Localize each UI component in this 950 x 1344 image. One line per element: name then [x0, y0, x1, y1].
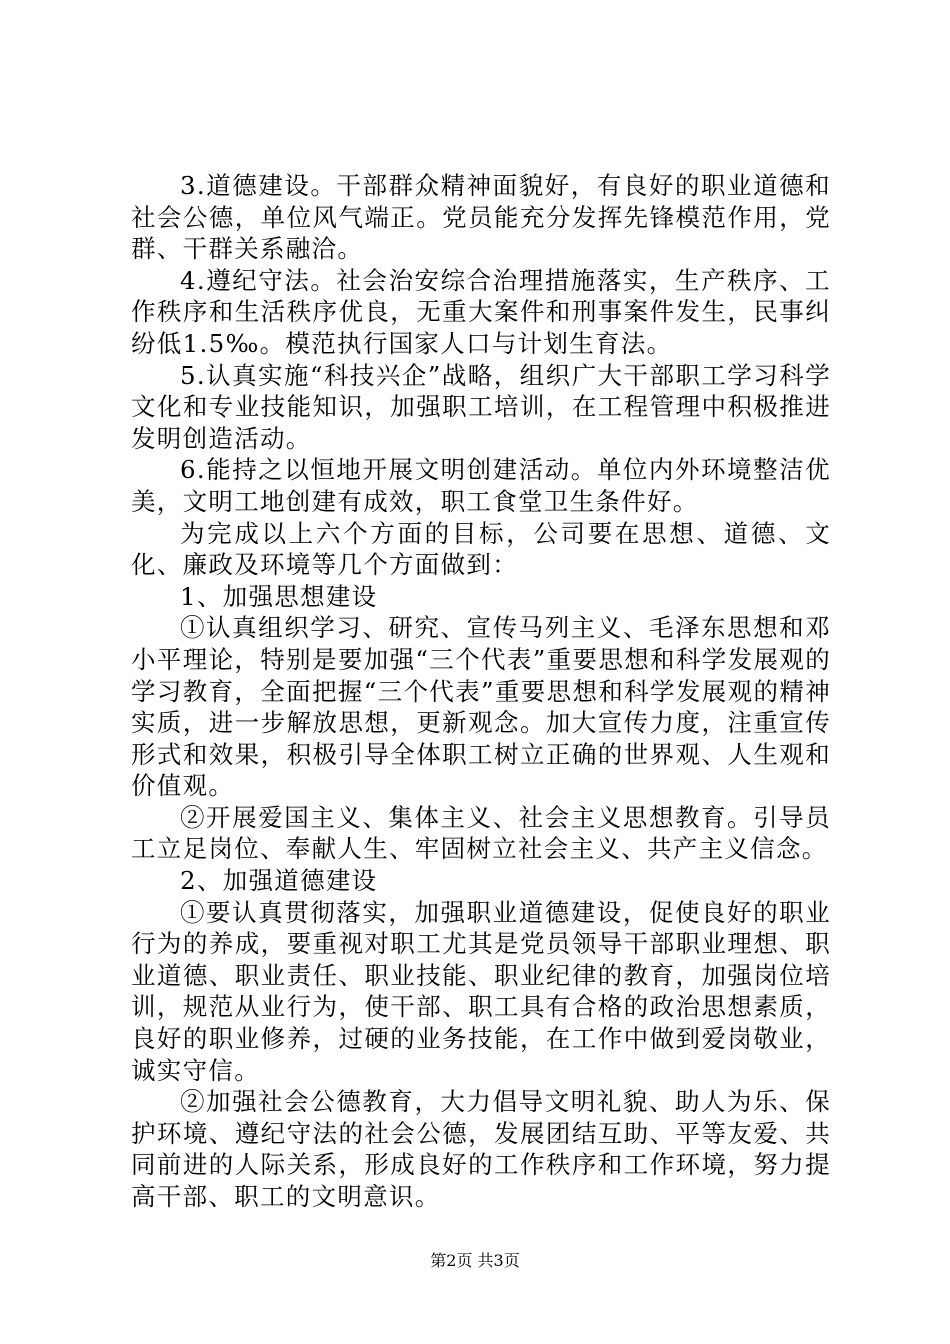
section-heading-morality: 2、加强道德建设: [180, 866, 378, 896]
paragraph-technology-strategy: 5.认真实施“科技兴企”战略，组织广大干部职工学习科学文化和专业技能知识，加强职工培训，在工程管理中积极推进发明创造活动。: [131, 360, 831, 453]
paragraph-law-abiding: 4.遵纪守法。社会治安综合治理措施落实，生产秩序、工作秩序和生活秩序优良，无重大案件和刑事案件发生，民事纠纷低1.5‰。模范执行国家人口与计划生育法。: [131, 265, 831, 358]
paragraph-civilization-activities: 6.能持之以恒地开展文明创建活动。单位内外环境整洁优美，文明工地创建有成效，职工食堂卫生条件好。: [131, 455, 831, 516]
paragraph-goals-intro: 为完成以上六个方面的目标，公司要在思想、道德、文化、廉政及环境等几个方面做到：: [131, 518, 831, 580]
document-body: [131, 170, 831, 1213]
paragraph-ideology-item-1: ①认真组织学习、研究、宣传马列主义、毛泽东思想和邓小平理论，特别是要加强“三个代表”重要思想和科学发展观的学习教育，全面把握“三个代表”重要思想和科学发展观的精神实质，进一步解放思想，更新观念。加大宣传力度，注重宣传形式和效果，积极引导全体职工树立正确的世界观、人生观和价值观。: [131, 613, 831, 801]
paragraph-morality-item-1: ①要认真贯彻落实，加强职业道德建设，促使良好的职业行为的养成，要重视对职工尤其是党员领导干部职业理想、职业道德、职业责任、职业技能、职业纪律的教育，加强岗位培训，规范从业行为，使干部、职工具有合格的政治思想素质，良好的职业修养，过硬的业务技能，在工作中做到爱岗敬业，诚实守信。: [131, 897, 831, 1085]
section-heading-ideology: 1、加强思想建设: [180, 581, 378, 611]
paragraph-morality-item-2: ②加强社会公德教育，大力倡导文明礼貌、助人为乐、保护环境、遵纪守法的社会公德，发展团结互助、平等友爱、共同前进的人际关系，形成良好的工作秩序和工作环境，努力提高干部、职工的文明意识。: [131, 1087, 831, 1211]
page-number-footer: 第2页 共3页: [430, 1251, 520, 1270]
paragraph-moral-construction: 3.道德建设。干部群众精神面貌好，有良好的职业道德和社会公德，单位风气端正。党员能充分发挥先锋模范作用，党群、干群关系融洽。: [131, 171, 831, 264]
paragraph-ideology-item-2: ②开展爱国主义、集体主义、社会主义思想教育。引导员工立足岗位、奉献人生、牢固树立社会主义、共产主义信念。: [131, 802, 831, 864]
